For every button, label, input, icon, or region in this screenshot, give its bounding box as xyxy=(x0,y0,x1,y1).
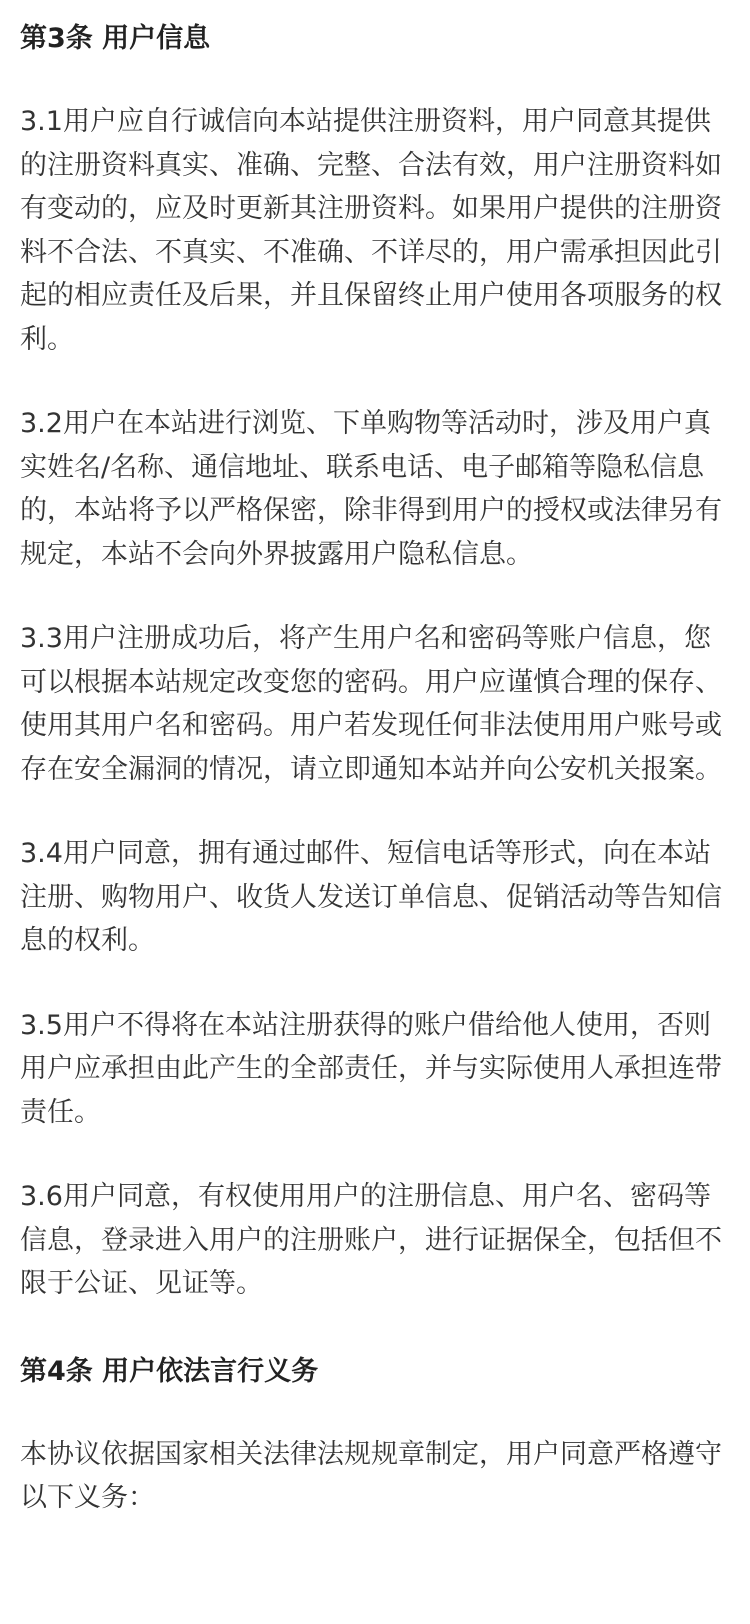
clause-3-6: 3.6用户同意，有权使用用户的注册信息、用户名、密码等信息，登录进入用户的注册账户，进行证据保全，包括但不限于公证、见证等。 xyxy=(20,1181,722,1299)
article-4-intro: 本协议依据国家相关法律法规规章制定，用户同意严格遵守以下义务： xyxy=(20,1438,722,1513)
clause-3-3: 3.3用户注册成功后，将产生用户名和密码等账户信息，您可以根据本站规定改变您的密码。用户应谨慎合理的保存、使用其用户名和密码。用户若发现任何非法使用用户账号或存在安全漏洞的情况，请立即通知本站并向公安机关报案。 xyxy=(20,623,722,785)
clause-3-1: 3.1用户应自行诚信向本站提供注册资料，用户同意其提供的注册资料真实、准确、完整、合法有效，用户注册资料如有变动的，应及时更新其注册资料。如果用户提供的注册资料不合法、不真实、不准确、不详尽的，用户需承担因此引起的相应责任及后果，并且保留终止用户使用各项服务的权利。 xyxy=(20,106,722,355)
clause-3-2: 3.2用户在本站进行浏览、下单购物等活动时，涉及用户真实姓名/名称、通信地址、联系电话、电子邮箱等隐私信息的，本站将予以严格保密，除非得到用户的授权或法律另有规定，本站不会向外界披露用户隐私信息。 xyxy=(20,408,722,570)
article-3-title: 第3条 用户信息 xyxy=(20,23,211,54)
clause-3-4: 3.4用户同意，拥有通过邮件、短信电话等形式，向在本站注册、购物用户、收货人发送订单信息、促销活动等告知信息的权利。 xyxy=(20,838,722,956)
clause-3-5: 3.5用户不得将在本站注册获得的账户借给他人使用，否则用户应承担由此产生的全部责任，并与实际使用人承担连带责任。 xyxy=(20,1009,722,1128)
article-4-title: 第4条 用户依法言行义务 xyxy=(20,1355,319,1387)
